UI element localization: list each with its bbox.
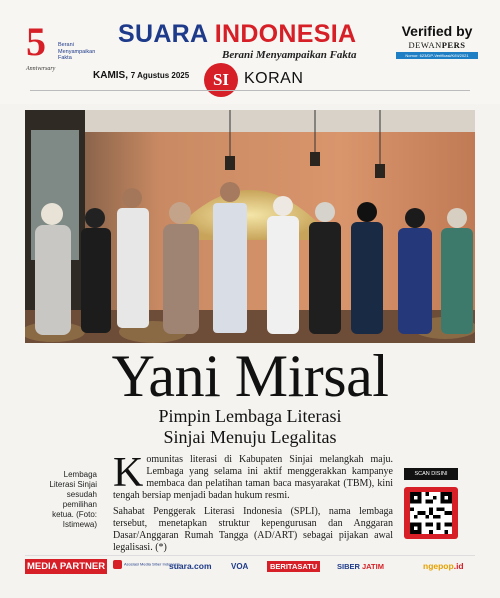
masthead-title: [118, 20, 388, 48]
masthead-title-indonesia: INDONESIA: [214, 20, 357, 48]
anniversary-number: 5: [26, 19, 46, 64]
media-partner-footer: [25, 555, 475, 575]
section-label: KORAN: [244, 70, 304, 87]
qr-code-icon[interactable]: [404, 487, 458, 539]
group-photo: [25, 110, 475, 343]
amsi-mark-icon: [113, 560, 122, 569]
amsi-logo[interactable]: Asosiasi Media Siber Indonesia: [113, 560, 161, 569]
suara-com-logo[interactable]: suara.com: [169, 561, 212, 571]
dateline-date: 7 Agustus 2025: [130, 71, 190, 80]
scan-label: SCAN DISINI: [404, 468, 458, 480]
photo-caption: Lembaga Literasi Sinjai sesudah pemilihan ketua. (Foto: Istimewa): [49, 470, 97, 529]
subheadline-line2: Sinjai Menuju Legalitas: [163, 427, 337, 447]
header-divider: [30, 90, 470, 91]
verified-number: Nomor: 623/DP-Verifikasi/K/III/2021: [396, 52, 478, 59]
headline: Yani Mirsal: [111, 343, 389, 409]
article-paragraph: Sahabat Penggerak Literasi Indonesia (SPLI), nama lembaga tersebut, menetapkan struktur kepengurusan dan Anggaran Dasar/Anggaran Rumah Tangga (AD/ART) sebagai pijakan awal legalisasi. (*): [113, 506, 393, 553]
verified-org: DEWANPERS: [408, 40, 466, 50]
subheadline: [100, 406, 400, 448]
anniversary-tagline: Berani Menyampaikan Fakta: [58, 42, 96, 61]
si-badge-logo: SI: [204, 63, 238, 97]
article-dropcap: K: [113, 450, 144, 496]
article-paragraph1-text: omunitas literasi di Kabupaten Sinjai melangkah maju. Lembaga yang selama ini aktif menggerakkan kampanye membaca dan pelatihan taman baca masyarakat (TBM), kini tengah bersiap menjadi badan hukum resmi.: [113, 454, 393, 501]
anniversary-sublabel: Anniversary: [26, 66, 56, 72]
qr-code-image: [409, 492, 453, 534]
verified-badge: [396, 24, 478, 59]
verified-title: Verified by: [401, 23, 473, 39]
masthead-header: [0, 0, 500, 104]
voa-logo[interactable]: VOA: [231, 562, 249, 571]
dateline: [93, 70, 189, 81]
newspaper-masthead[interactable]: [118, 20, 388, 61]
ngepop-logo[interactable]: ngepop.id: [423, 561, 464, 571]
group-photo-image: [25, 110, 475, 343]
beritasatu-logo[interactable]: BERITASATU: [267, 561, 320, 572]
dateline-day: KAMIS,: [93, 70, 128, 81]
subheadline-line1: Pimpin Lembaga Literasi: [158, 406, 342, 426]
article-paragraph: [113, 450, 393, 502]
masthead-slogan: Berani Menyampaikan Fakta: [222, 49, 357, 61]
siber-jatim-logo[interactable]: SIBER JATIM: [337, 562, 384, 571]
anniversary-logo: [24, 19, 96, 82]
masthead-title-suara: SUARA: [118, 20, 208, 48]
article-body: [113, 450, 393, 558]
media-partner-label: MEDIA PARTNER: [26, 561, 106, 572]
